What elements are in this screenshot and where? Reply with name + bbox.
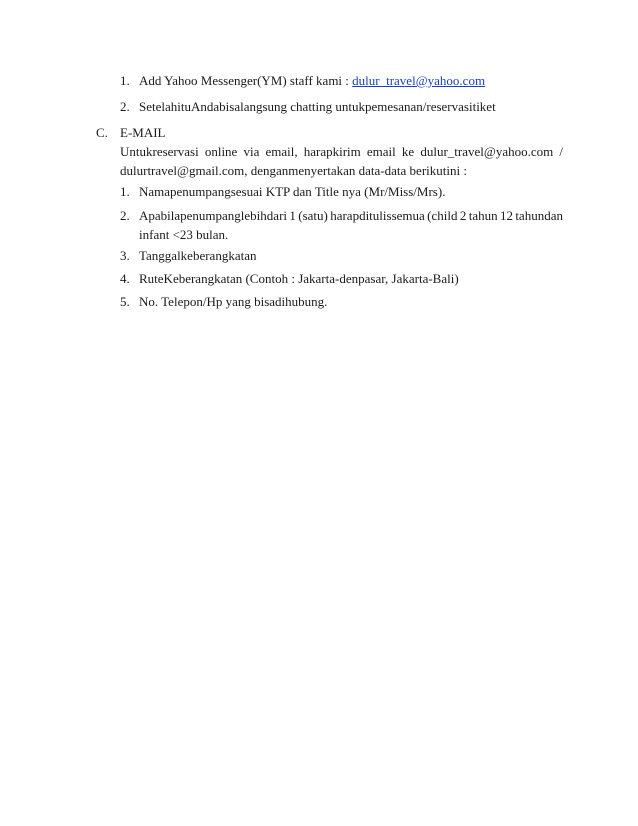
word: (satu) xyxy=(298,208,328,223)
section-title: E-MAIL xyxy=(120,125,166,140)
list-item xyxy=(120,248,256,264)
list-item xyxy=(120,99,496,115)
list-text: Tanggalkeberangkatan xyxy=(139,248,257,263)
list-text: infant <23 bulan. xyxy=(139,227,229,242)
word: tahundan xyxy=(515,208,563,223)
word: tahun xyxy=(468,208,498,223)
paragraph-text: dulurtravel@gmail.com, denganmenyertakan data-data berikutini : xyxy=(120,163,467,178)
list-item xyxy=(120,73,485,89)
word: email, xyxy=(265,144,298,159)
email-link[interactable]: dulur_travel@yahoo.com xyxy=(352,73,486,88)
word: via xyxy=(243,144,260,159)
word: ke xyxy=(401,144,415,159)
list-text: SetelahituAndabisalangsung chatting untukpemesanan/reservasitiket xyxy=(139,99,496,114)
word: harapditulissemua xyxy=(330,208,425,223)
word: 12 xyxy=(499,208,513,223)
list-text: Add Yahoo Messenger(YM) staff kami : xyxy=(139,73,353,88)
word: 1 xyxy=(289,208,296,223)
list-item xyxy=(120,294,327,310)
word: online xyxy=(204,144,238,159)
list-number: 5. xyxy=(120,294,130,309)
list-number: 2. xyxy=(120,99,130,114)
word: harapkirim xyxy=(303,144,361,159)
list-item xyxy=(120,271,459,287)
section-letter: C. xyxy=(96,125,108,140)
list-number: 2. xyxy=(120,208,130,223)
list-text: Namapenumpangsesuai KTP dan Title nya (Mr/Miss/Mrs). xyxy=(139,184,446,199)
list-item xyxy=(120,184,445,200)
intro-paragraph-line xyxy=(120,144,563,160)
list-number: 1. xyxy=(120,73,130,88)
list-text-line xyxy=(139,208,563,224)
list-text: No. Telepon/Hp yang bisadihubung. xyxy=(139,294,328,309)
word: 2 xyxy=(459,208,467,223)
list-text-continuation xyxy=(139,227,228,243)
list-text: RuteKeberangkatan (Contoh : Jakarta-denpasar, Jakarta-Bali) xyxy=(139,271,459,286)
list-number: 1. xyxy=(120,184,130,199)
word: (child xyxy=(427,208,458,223)
list-number: 3. xyxy=(120,248,130,263)
word: dulur_travel@yahoo.com xyxy=(420,144,554,159)
word: Apabilapenumpanglebihdari xyxy=(139,208,288,223)
word: / xyxy=(559,144,563,159)
section-heading xyxy=(96,125,166,141)
list-number: 4. xyxy=(120,271,130,286)
intro-paragraph-line xyxy=(120,163,467,179)
word: email xyxy=(366,144,396,159)
word: Untukreservasi xyxy=(120,144,199,159)
